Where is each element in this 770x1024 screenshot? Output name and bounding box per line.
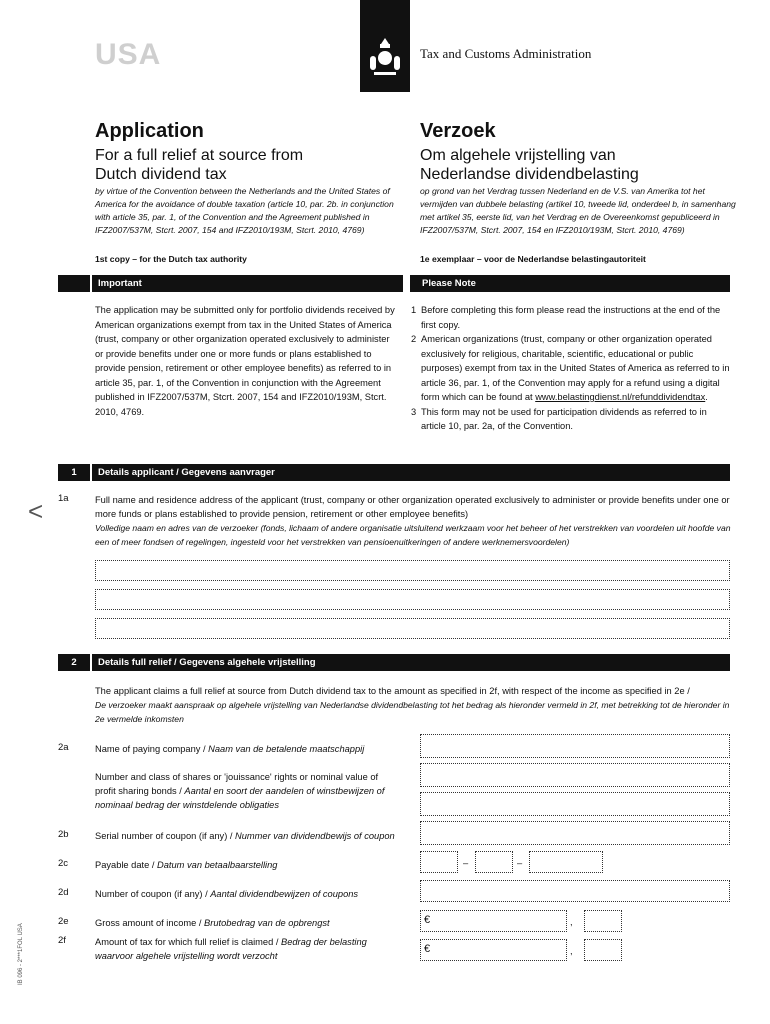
section1-bar: 1 Details applicant / Gegevens aanvrager bbox=[58, 464, 730, 481]
list-item: 1 Before completing this form please read the instructions at the end of the first copy. bbox=[411, 305, 721, 330]
date-day-input[interactable] bbox=[420, 851, 458, 873]
shares-input-2[interactable] bbox=[420, 792, 730, 816]
euro-icon: € bbox=[424, 943, 431, 955]
row-number: 2d bbox=[58, 887, 69, 898]
applicant-line-3-input[interactable] bbox=[95, 618, 730, 639]
decimal-comma: , bbox=[570, 946, 573, 956]
decimal-comma: , bbox=[570, 917, 573, 927]
organization-name: Tax and Customs Administration bbox=[420, 46, 592, 61]
date-month-input[interactable] bbox=[475, 851, 513, 873]
refund-link[interactable]: www.belastingdienst.nl/refunddividendtax bbox=[535, 392, 706, 402]
row-number: 2a bbox=[58, 742, 69, 753]
section2-intro: The applicant claims a full relief at source from Dutch dividend tax to the amount as specified in 2f, with respect of the income as specified in 2e / De verzoeker maakt aanspraak op algehele vrijstelling van Nederlandse dividendbelasting tot het bedrag als hieronder vermeld in 2f, met betrekking tot de hieronder in 2e vermelde inkomsten bbox=[95, 686, 730, 724]
title-en: Application bbox=[95, 120, 204, 142]
coat-of-arms-icon bbox=[360, 0, 410, 92]
list-item: 2 American organizations (trust, company or other organization operated exclusively for religious, charitable, scientific, educational or public purposes) exempt from tax in the United States of America as referred to in article 36, par. 1, of the Convention may apply for a refund using a digital form which can be found at www.belastingdienst.nl/refunddividendtax. bbox=[411, 334, 730, 402]
label-2d: Number of coupon (if any) / Aantal dividendbewijzen of coupons bbox=[95, 889, 359, 899]
applicant-line-2-input[interactable] bbox=[95, 589, 730, 610]
label-shares: Number and class of shares or 'jouissance' rights or nominal value of profit sharing bonds / Aantal en soort der aandelen of winstbewijzen of nominaal bedrag der winstdelende obligaties bbox=[95, 772, 385, 810]
row-number: 2b bbox=[58, 829, 69, 840]
date-year-input[interactable] bbox=[529, 851, 603, 873]
row-number: 2e bbox=[58, 916, 69, 927]
tax-amount-cents-input[interactable] bbox=[584, 939, 622, 961]
shares-input-1[interactable] bbox=[420, 763, 730, 787]
list-item: 3 This form may not be used for participation dividends as referred to in article 10, par. 2a, of the Convention. bbox=[411, 406, 707, 431]
gross-amount-cents-input[interactable] bbox=[584, 910, 622, 932]
date-separator: – bbox=[463, 858, 469, 868]
intro-en: by virtue of the Convention between the Netherlands and the United States of America for the avoidance of double taxation (article 10, par. 2b. in conjunction with article 35, par. 1, of the Convention and the Agreement published in IFZ2007/537M, Stcrt. 2007, 154 and IFZ2010/193M, Stcrt. 2010, 4769) bbox=[95, 186, 394, 235]
please-note-bar: Please Note bbox=[410, 275, 730, 292]
row-number: 2f bbox=[58, 935, 66, 946]
important-text: The application may be submitted only for portfolio dividends received by American organizations exempt from tax in the United States of America (trust, company or other organization operated exclusively to administer or provide benefits under one or more funds or plans established to provide pension, retirement or other employee benefits) as referred to in article 35, par. 1, of the Convention in conjunction with the Agreement published in IFZ2007/537M, Stcrt. 2007, 154 and IFZ2010/193M, Stcrt. 2010, 4769. bbox=[95, 305, 395, 417]
form-code: IB 096 - 2***1FOL USA bbox=[18, 923, 24, 985]
euro-icon: € bbox=[424, 914, 431, 926]
label-2c: Payable date / Datum van betaalbaarstelling bbox=[95, 860, 278, 870]
title-nl: Verzoek bbox=[420, 120, 496, 142]
row-number: 1a bbox=[58, 493, 69, 504]
section2-bar: 2 Details full relief / Gegevens algehele vrijstelling bbox=[58, 654, 730, 671]
row-number: 2c bbox=[58, 858, 69, 869]
subtitle-en: For a full relief at source from Dutch dividend tax bbox=[95, 147, 304, 183]
label-2b: Serial number of coupon (if any) / Nummer van dividendbewijs of coupon bbox=[95, 831, 395, 841]
important-bar: Important bbox=[58, 275, 403, 292]
government-logo bbox=[360, 0, 410, 92]
label-2f: Amount of tax for which full relief is claimed / Bedrag der belasting waarvoor algehele vrijstelling wordt verzocht bbox=[95, 937, 367, 961]
copy-note-en: 1st copy – for the Dutch tax authority bbox=[95, 254, 247, 264]
paying-company-input[interactable] bbox=[420, 734, 730, 758]
country-heading: USA bbox=[95, 38, 162, 71]
coupon-serial-input[interactable] bbox=[420, 821, 730, 845]
subtitle-nl: Om algehele vrijstelling van Nederlandse dividendbelasting bbox=[420, 147, 639, 183]
collapse-chevron-icon[interactable]: < bbox=[28, 496, 44, 526]
applicant-line-1-input[interactable] bbox=[95, 560, 730, 581]
gross-amount-input[interactable] bbox=[420, 910, 567, 932]
label-2e: Gross amount of income / Brutobedrag van de opbrengst bbox=[95, 918, 330, 928]
copy-note-nl: 1e exemplaar – voor de Nederlandse belastingautoriteit bbox=[420, 254, 646, 264]
coupon-count-input[interactable] bbox=[420, 880, 730, 902]
please-note-list bbox=[411, 303, 731, 434]
date-separator: – bbox=[517, 858, 523, 868]
tax-amount-input[interactable] bbox=[420, 939, 567, 961]
intro-nl: op grond van het Verdrag tussen Nederland en de V.S. van Amerika tot het vermijden van dubbele belasting (artikel 10, tweede lid, onderdeel b, in samenhang met artikel 35, eerste lid, van het Verdrag en de Overeenkomst gepubliceerd in IFZ2007/537M, Stcrt. 2007, 154 en IFZ2010/193M, Stcrt. 2010, 4769) bbox=[420, 186, 736, 235]
q1a-label: Full name and residence address of the applicant (trust, company or other organization operated exclusively to administer or provide benefits under one or more funds or plans established to provide pension, retirement or other employee benefits) Volledige naam en adres van de verzoeker (fonds, lichaam of andere organisatie uitsluitend werkzaam voor het beheer of het verstrekken van voordelen uit hoofde van een of meer fondsen of regelingen, ingesteld voor het verstrekken van pensioenuitkeringen of andere werknemersvoordelen) bbox=[95, 495, 731, 547]
label-2a: Name of paying company / Naam van de betalende maatschappij bbox=[95, 744, 365, 754]
